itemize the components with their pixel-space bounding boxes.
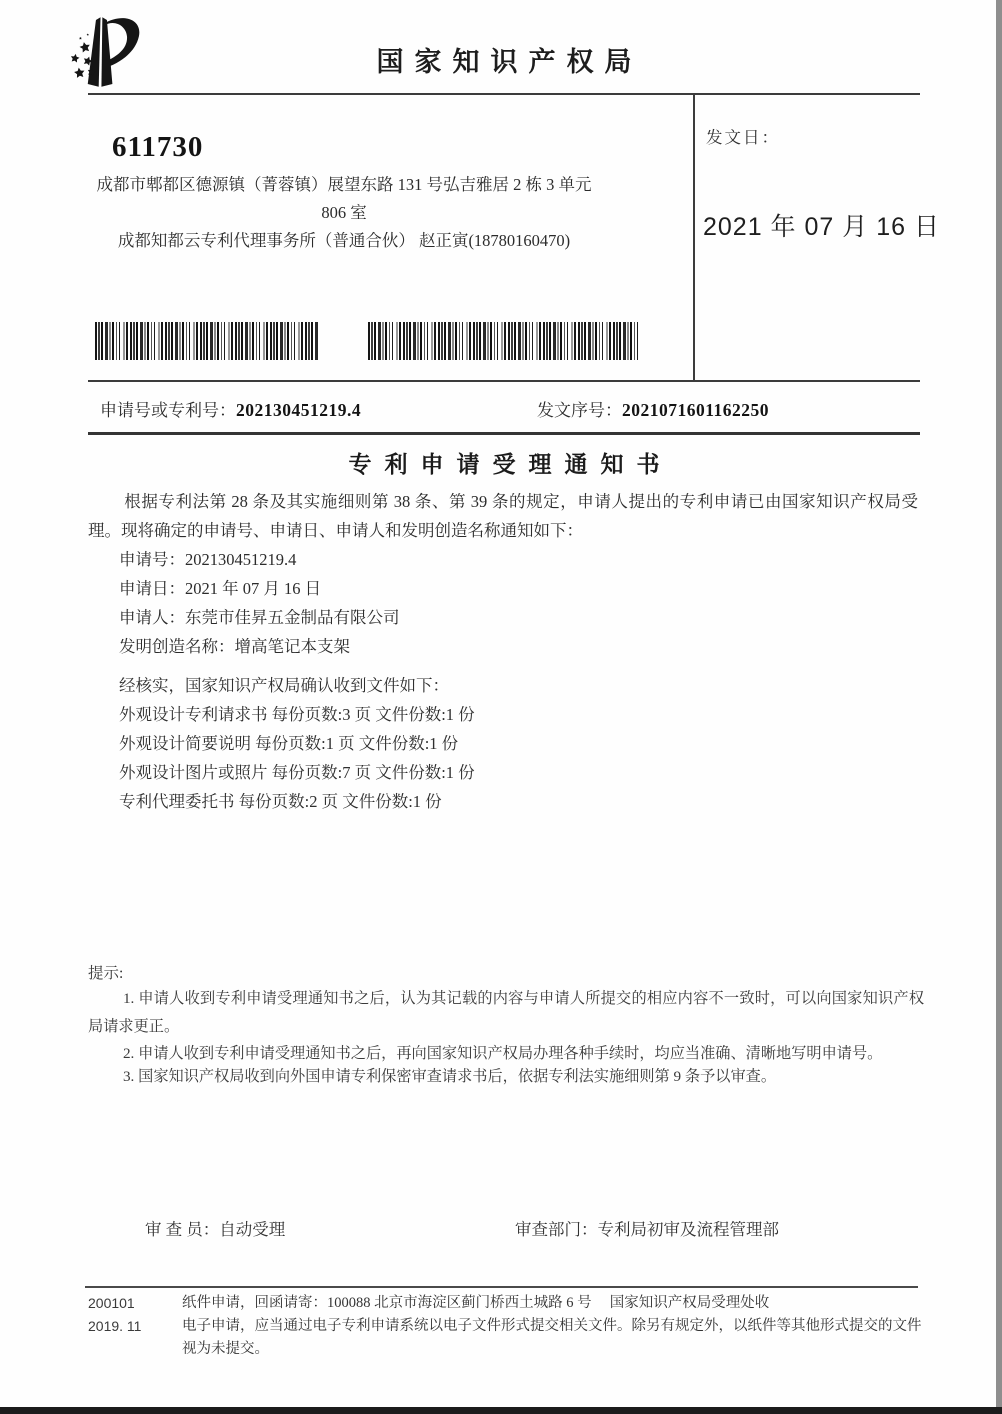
footer-paper-filing-line: 纸件申请，回函请寄：100088 北京市海淀区蓟门桥西土城路 6 号 国家知识产权局受理处收 — [182, 1295, 770, 1311]
scan-edge-right — [996, 0, 1002, 1414]
tips-label: 提示: — [88, 965, 124, 982]
divider-dispatch-box — [693, 93, 695, 380]
department-row — [515, 1216, 779, 1240]
recipient-zipcode: 611730 — [112, 131, 204, 163]
footer-efiling-line: 电子申请，应当通过电子专利申请系统以电子文件形式提交相关文件。除另有规定外，以纸件等其他形式提交的文件视为未提交。 — [182, 1318, 922, 1357]
agent-line: 成都知都云专利代理事务所（普通合伙） 赵正寅(18780160470) — [117, 231, 571, 250]
divider-thick — [88, 432, 920, 435]
scan-edge-bottom — [0, 1407, 1002, 1414]
received-files-list — [119, 671, 475, 816]
notice-intro-paragraph: 根据专利法第 28 条及其实施细则第 38 条、第 39 条的规定，申请人提出的专利申请已由国家知识产权局受理。现将确定的申请号、申请日、申请人和发明创造名称通知如下： — [88, 492, 918, 540]
application-number-row — [100, 396, 361, 421]
agency-name-heading: 国家知识产权局 — [376, 47, 643, 77]
recipient-address-block — [88, 171, 600, 255]
serial-number-value: 2021071601162250 — [622, 400, 770, 420]
tip-item-2: 2. 申请人收到专利申请受理通知书之后，再向国家知识产权局办理各种手续时，均应当准确、清晰地写明申请号。 — [122, 1045, 883, 1062]
application-number-label: 申请号或专利号： — [100, 401, 236, 420]
tip-item-3: 3. 国家知识产权局收到向外国申请专利保密审查请求书后，依据专利法实施细则第 9 条予以审查。 — [122, 1068, 777, 1085]
footer-form-version: 2019. 11 — [88, 1318, 142, 1334]
field-application-date: 申请日：2021 年 07 月 16 日 — [119, 579, 322, 598]
application-fields-list — [119, 545, 400, 661]
divider-above-numbers — [88, 380, 920, 382]
dispatch-date-label: 发文日： — [706, 128, 780, 147]
serial-number-row — [537, 396, 769, 421]
department-value: 专利局初审及流程管理部 — [597, 1220, 779, 1239]
divider-header — [88, 93, 920, 95]
received-file-item: 外观设计专利请求书 每份页数:3 页 文件份数:1 份 — [119, 705, 475, 724]
field-invention-name: 发明创造名称：增高笔记本支架 — [119, 637, 350, 656]
examiner-value: 自动受理 — [219, 1220, 286, 1239]
received-files-intro: 经核实，国家知识产权局确认收到文件如下： — [119, 676, 449, 695]
department-label: 审查部门： — [515, 1220, 598, 1239]
received-file-item: 专利代理委托书 每份页数:2 页 文件份数:1 份 — [119, 792, 442, 811]
examiner-label: 审 查 员： — [145, 1220, 220, 1239]
tip-item-1: 1. 申请人收到专利申请受理通知书之后，认为其记载的内容与申请人所提交的相应内容不一致时，可以向国家知识产权局请求更正。 — [88, 990, 924, 1035]
notice-title: 专利申请受理通知书 — [348, 452, 673, 477]
address-line-2: 806 室 — [321, 203, 367, 222]
address-line-1: 成都市郫都区德源镇（菁蓉镇）展望东路 131 号弘吉雅居 2 栋 3 单元 — [96, 175, 592, 194]
field-applicant: 申请人：东莞市佳昇五金制品有限公司 — [119, 608, 400, 627]
barcode-right — [368, 322, 640, 360]
received-file-item: 外观设计图片或照片 每份页数:7 页 文件份数:1 份 — [119, 763, 475, 782]
footer-form-code: 200101 — [88, 1295, 135, 1311]
serial-number-label: 发文序号： — [537, 401, 622, 420]
dispatch-date-value: 2021 年 07 月 16 日 — [703, 213, 940, 241]
application-number-value: 202130451219.4 — [236, 400, 362, 420]
footer-block — [88, 1292, 926, 1361]
received-file-item: 外观设计简要说明 每份页数:1 页 文件份数:1 份 — [119, 734, 459, 753]
examiner-row — [145, 1216, 285, 1240]
barcode-left — [95, 322, 318, 360]
field-application-number: 申请号：202130451219.4 — [119, 550, 297, 569]
divider-footer — [85, 1286, 918, 1288]
